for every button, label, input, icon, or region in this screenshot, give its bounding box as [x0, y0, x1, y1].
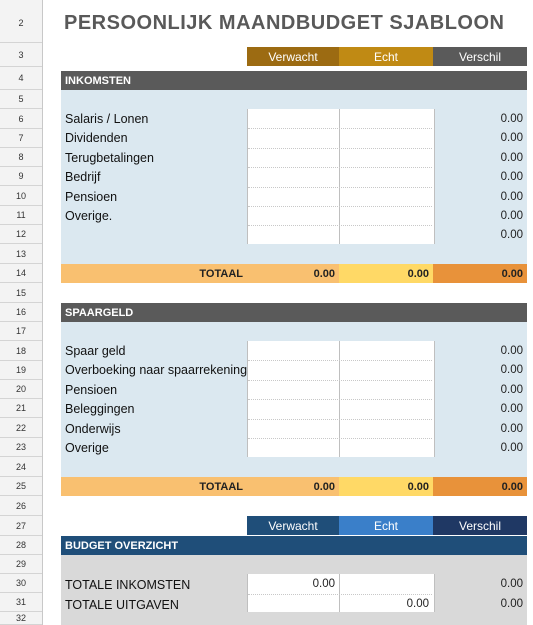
row-number[interactable]: 24 — [0, 457, 42, 477]
row-number[interactable]: 18 — [0, 341, 42, 361]
row-number[interactable]: 20 — [0, 380, 42, 399]
income-section-header: INKOMSTEN — [61, 71, 527, 90]
overview-row-label: TOTALE UITGAVEN — [65, 597, 179, 612]
row-number[interactable]: 4 — [0, 67, 42, 90]
row-number[interactable]: 9 — [0, 167, 42, 186]
page-title: PERSOONLIJK MAANDBUDGET SJABLOON — [64, 12, 505, 34]
income-item-difference: 0.00 — [500, 132, 523, 145]
income-item-label: Terugbetalingen — [65, 150, 154, 165]
income-row-divider — [248, 206, 432, 207]
income-item-difference: 0.00 — [500, 113, 523, 125]
overview-row-difference: 0.00 — [500, 578, 523, 590]
row-number[interactable]: 12 — [0, 225, 42, 244]
savings-item-difference: 0.00 — [500, 364, 523, 377]
savings-total-actual: 0.00 — [339, 477, 433, 496]
savings-item-label: Pensioen — [65, 382, 118, 397]
savings-item-label: Onderwijs — [65, 421, 121, 436]
savings-total-difference: 0.00 — [433, 477, 527, 496]
row-number[interactable]: 32 — [0, 612, 42, 625]
savings-total-label: TOTAAL — [61, 477, 247, 496]
income-item-label: Bedrijf — [65, 170, 101, 185]
income-item-difference: 0.00 — [500, 171, 523, 184]
row-number[interactable]: 11 — [0, 206, 42, 225]
overview-header-actual: Echt — [339, 516, 433, 535]
savings-item-difference: 0.00 — [500, 345, 523, 357]
row-number[interactable]: 16 — [0, 303, 42, 322]
overview-row-actual[interactable]: 0.00 — [406, 597, 429, 610]
row-number[interactable]: 27 — [0, 516, 42, 536]
row-number[interactable]: 14 — [0, 264, 42, 283]
row-number[interactable]: 8 — [0, 148, 42, 167]
row-number[interactable]: 7 — [0, 129, 42, 148]
income-row-divider — [248, 225, 432, 226]
row-number[interactable]: 6 — [0, 109, 42, 129]
row-number[interactable]: 5 — [0, 90, 42, 109]
row-number[interactable]: 19 — [0, 361, 42, 380]
savings-item-difference: 0.00 — [500, 442, 523, 454]
row-number[interactable]: 25 — [0, 477, 42, 496]
row-number[interactable]: 30 — [0, 574, 42, 593]
income-total-label: TOTAAL — [61, 264, 247, 283]
savings-item-label: Overboeking naar spaarrekening — [65, 363, 248, 378]
savings-row-divider — [248, 399, 432, 400]
overview-row-label: TOTALE INKOMSTEN — [65, 578, 191, 592]
income-item-label: Salaris / Lonen — [65, 112, 149, 126]
row-number[interactable]: 15 — [0, 283, 42, 303]
row-number[interactable]: 13 — [0, 244, 42, 264]
row-number[interactable]: 17 — [0, 322, 42, 341]
savings-row-divider — [248, 360, 432, 361]
income-item-difference: 0.00 — [500, 190, 523, 203]
row-number[interactable]: 29 — [0, 555, 42, 574]
savings-item-label: Overige — [65, 441, 109, 455]
row-number[interactable]: 26 — [0, 496, 42, 516]
savings-item-difference: 0.00 — [500, 403, 523, 416]
savings-item-difference: 0.00 — [500, 422, 523, 435]
overview-row-expected[interactable]: 0.00 — [312, 578, 335, 590]
row-number[interactable]: 22 — [0, 418, 42, 438]
income-total-actual: 0.00 — [339, 264, 433, 283]
income-total-difference: 0.00 — [433, 264, 527, 283]
overview-row-difference: 0.00 — [500, 597, 523, 610]
income-item-label: Pensioen — [65, 189, 118, 204]
income-item-label: Dividenden — [65, 131, 128, 146]
savings-row-divider — [248, 438, 432, 439]
row-number[interactable]: 10 — [0, 186, 42, 206]
income-row-divider — [248, 167, 432, 168]
header-difference: Verschil — [433, 47, 527, 66]
savings-row-divider — [248, 419, 432, 420]
overview-header-difference: Verschil — [433, 516, 527, 535]
income-row-divider — [248, 187, 432, 188]
row-number[interactable]: 2 — [0, 3, 42, 43]
income-row-divider — [248, 148, 432, 149]
header-actual: Echt — [339, 47, 433, 66]
income-item-difference: 0.00 — [500, 210, 523, 222]
row-number[interactable]: 21 — [0, 399, 42, 418]
savings-item-difference: 0.00 — [500, 383, 523, 396]
income-item-difference: 0.00 — [500, 151, 523, 164]
savings-item-label: Beleggingen — [65, 402, 135, 417]
row-number[interactable]: 23 — [0, 438, 42, 457]
header-expected: Verwacht — [247, 47, 339, 66]
savings-item-label: Spaar geld — [65, 344, 126, 358]
row-number[interactable]: 28 — [0, 536, 42, 555]
savings-section-header: SPAARGELD — [61, 303, 527, 322]
row-number-gutter — [0, 0, 43, 625]
income-item-label: Overige. — [65, 209, 113, 223]
savings-row-divider — [248, 380, 432, 381]
income-row-divider — [248, 128, 432, 129]
income-item-difference: 0.00 — [500, 229, 523, 242]
overview-header-expected: Verwacht — [247, 516, 339, 535]
row-number[interactable]: 31 — [0, 593, 42, 612]
income-total-expected: 0.00 — [247, 264, 339, 283]
row-number[interactable]: 3 — [0, 43, 42, 67]
overview-row-divider — [248, 594, 432, 595]
savings-total-expected: 0.00 — [247, 477, 339, 496]
overview-section-header: BUDGET OVERZICHT — [61, 536, 527, 555]
